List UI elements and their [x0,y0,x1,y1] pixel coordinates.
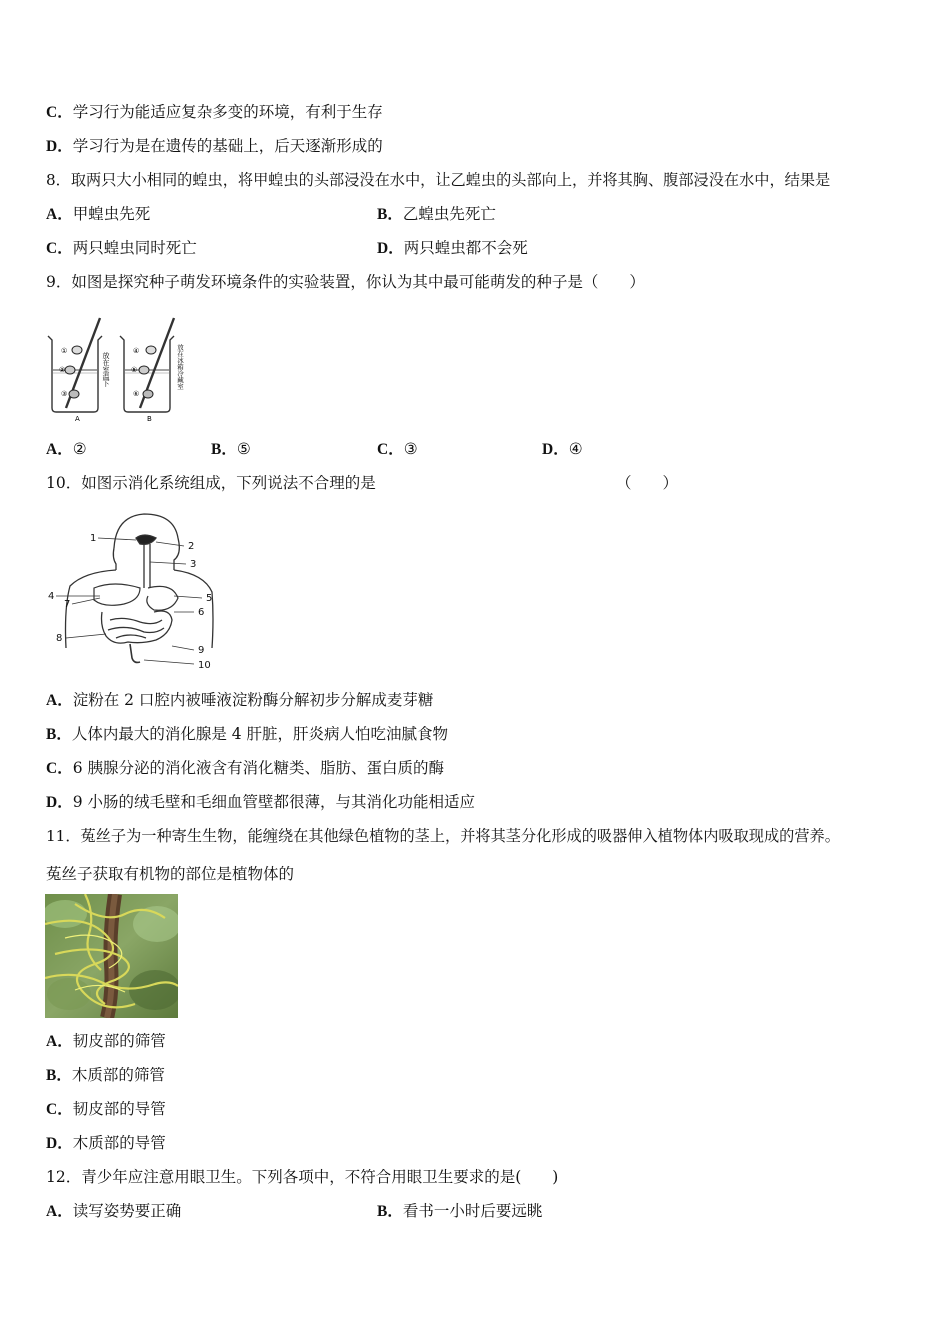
beaker-a-mark-1: ① [61,347,68,355]
digestive-label-4: 4 [48,591,55,602]
beaker-a-caption: A [75,415,80,423]
beaker-b-side-note: 放在冰箱冷藏室 [176,344,184,390]
seed-germination-figure [44,312,194,424]
q8-option-b: B．乙蝗虫先死亡 [377,205,496,223]
q9-option-a: A．② [46,440,87,458]
digestive-label-7: 7 [64,599,71,610]
q9-stem: 9．如图是探究种子萌发环境条件的实验装置，你认为其中最可能萌发的种子是（ ） [46,273,645,291]
beaker-a-side-note: 放在室温下 [102,352,110,387]
q7-option-c: C．学习行为能适应复杂多变的环境，有利于生存 [46,103,383,121]
dodder-plant-photo [45,894,178,1018]
q10-option-d: D．9 小肠的绒毛壁和毛细血管壁都很薄，与其消化功能相适应 [46,793,475,811]
q10-paren: （ ） [616,474,679,492]
digestive-system-figure [44,508,224,672]
beaker-a-mark-2: ② [59,366,66,374]
q8-option-d: D．两只蝗虫都不会死 [377,239,528,257]
digestive-label-3: 3 [190,559,197,570]
q11-option-b: B．木质部的筛管 [46,1066,165,1084]
beaker-a [48,318,110,423]
q11-option-c: C．韧皮部的导管 [46,1100,166,1118]
q11-stem-line-2: 菟丝子获取有机物的部位是植物体的 [46,865,295,883]
q8-option-c: C．两只蝗虫同时死亡 [46,239,197,257]
beaker-b-caption: B [147,415,152,423]
q12-option-a: A．读写姿势要正确 [46,1202,182,1220]
q11-option-a: A．韧皮部的筛管 [46,1032,166,1050]
beaker-b-mark-5: ⑤ [131,366,138,374]
beaker-b-mark-6: ⑥ [133,390,140,398]
q11-stem-line-1: 11．菟丝子为一种寄生生物，能缠绕在其他绿色植物的茎上，并将其茎分化形成的吸器伸入植物体内吸取现成的营养。 [46,827,840,845]
q10-option-a: A．淀粉在 2 口腔内被唾液淀粉酶分解初步分解成麦芽糖 [46,691,434,709]
q10-option-b: B．人体内最大的消化腺是 4 肝脏，肝炎病人怕吃油腻食物 [46,725,449,743]
q8-option-a: A．甲蝗虫先死 [46,205,151,223]
digestive-label-1: 1 [90,533,97,544]
digestive-label-2: 2 [188,541,195,552]
q12-option-b: B．看书一小时后要远眺 [377,1202,543,1220]
digestive-label-9: 9 [198,645,205,656]
q9-option-b: B．⑤ [211,440,251,458]
q12-stem: 12．青少年应注意用眼卫生。下列各项中，不符合用眼卫生要求的是( ) [46,1168,559,1186]
digestive-label-6: 6 [198,607,205,618]
q10-stem: 10．如图示消化系统组成，下列说法不合理的是 [46,474,376,492]
q8-stem: 8．取两只大小相同的蝗虫，将甲蝗虫的头部浸没在水中，让乙蝗虫的头部向上，并将其胸、腹部浸没在水中，结果是 [46,171,831,189]
q11-option-d: D．木质部的导管 [46,1134,166,1152]
beaker-b [120,318,184,423]
beaker-a-mark-3: ③ [61,390,68,398]
q7-option-d: D．学习行为是在遗传的基础上，后天逐渐形成的 [46,137,383,155]
q9-option-d: D．④ [542,440,583,458]
beaker-b-mark-4: ④ [133,347,140,355]
q9-option-c: C．③ [377,440,418,458]
digestive-label-10: 10 [198,660,211,671]
digestive-label-5: 5 [206,593,213,604]
digestive-label-8: 8 [56,633,63,644]
q10-option-c: C．6 胰腺分泌的消化液含有消化糖类、脂肪、蛋白质的酶 [46,759,444,777]
